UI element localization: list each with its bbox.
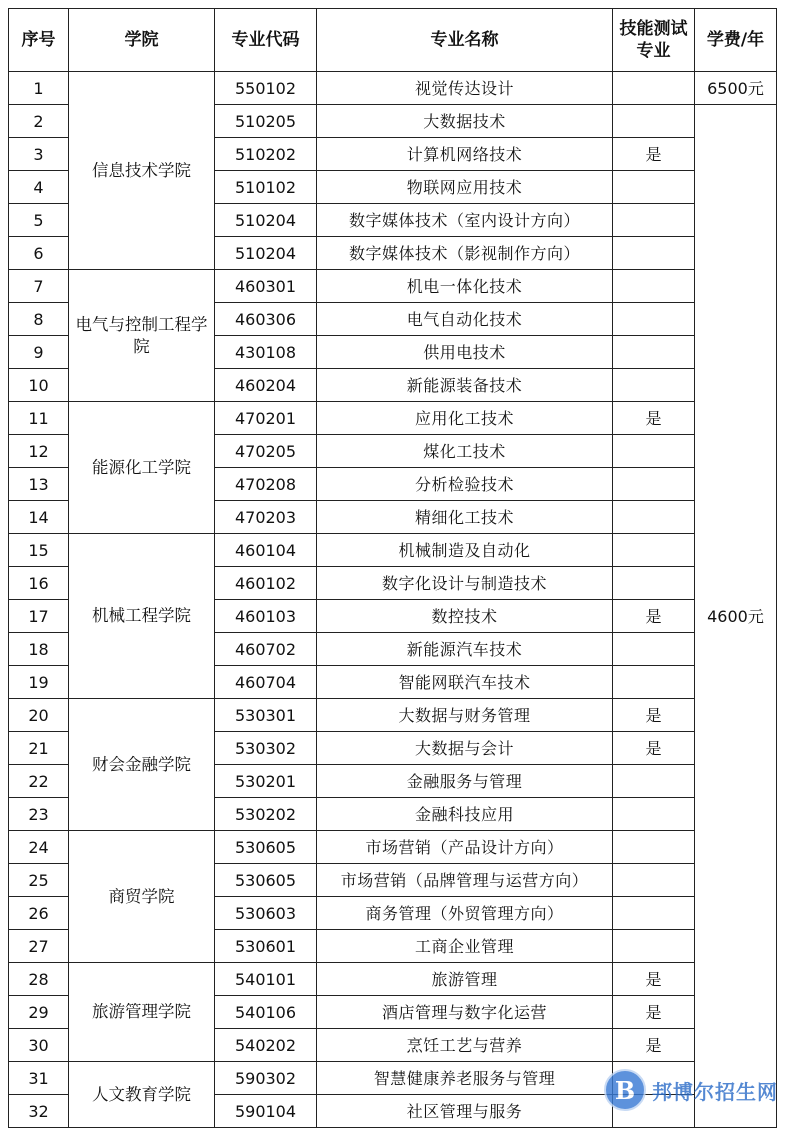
cell-code: 430108	[215, 336, 317, 369]
cell-skill	[613, 204, 695, 237]
cell-major: 数控技术	[317, 600, 613, 633]
cell-major: 机电一体化技术	[317, 270, 613, 303]
cell-skill	[613, 831, 695, 864]
cell-skill: 是	[613, 1029, 695, 1062]
header-fee: 学费/年	[695, 9, 777, 72]
cell-major: 供用电技术	[317, 336, 613, 369]
cell-code: 460702	[215, 633, 317, 666]
cell-major: 机械制造及自动化	[317, 534, 613, 567]
cell-major: 智慧健康养老服务与管理	[317, 1062, 613, 1095]
cell-code: 460704	[215, 666, 317, 699]
cell-code: 590104	[215, 1095, 317, 1128]
cell-code: 550102	[215, 72, 317, 105]
cell-major: 大数据与财务管理	[317, 699, 613, 732]
cell-major: 智能网联汽车技术	[317, 666, 613, 699]
cell-major: 计算机网络技术	[317, 138, 613, 171]
table-row	[9, 270, 777, 303]
cell-skill	[613, 270, 695, 303]
cell-code: 540106	[215, 996, 317, 1029]
cell-seq: 4	[9, 171, 69, 204]
cell-skill: 是	[613, 732, 695, 765]
cell-code: 460103	[215, 600, 317, 633]
table-row	[9, 534, 777, 567]
cell-skill	[613, 633, 695, 666]
cell-major: 精细化工技术	[317, 501, 613, 534]
cell-major: 大数据技术	[317, 105, 613, 138]
table-row	[9, 72, 777, 105]
cell-college: 财会金融学院	[69, 699, 215, 831]
cell-code: 470205	[215, 435, 317, 468]
cell-major: 金融科技应用	[317, 798, 613, 831]
cell-major: 金融服务与管理	[317, 765, 613, 798]
cell-college: 商贸学院	[69, 831, 215, 963]
cell-major: 数字媒体技术（室内设计方向）	[317, 204, 613, 237]
header-skill: 技能测试专业	[613, 9, 695, 72]
cell-code: 530605	[215, 864, 317, 897]
cell-skill	[613, 303, 695, 336]
cell-seq: 13	[9, 468, 69, 501]
cell-seq: 25	[9, 864, 69, 897]
cell-major: 新能源汽车技术	[317, 633, 613, 666]
cell-major: 市场营销（品牌管理与运营方向）	[317, 864, 613, 897]
cell-skill	[613, 798, 695, 831]
cell-college: 信息技术学院	[69, 72, 215, 270]
cell-major: 社区管理与服务	[317, 1095, 613, 1128]
cell-seq: 21	[9, 732, 69, 765]
cell-seq: 32	[9, 1095, 69, 1128]
cell-major: 工商企业管理	[317, 930, 613, 963]
cell-fee: 6500元	[695, 72, 777, 105]
cell-college: 旅游管理学院	[69, 963, 215, 1062]
cell-seq: 14	[9, 501, 69, 534]
cell-skill	[613, 930, 695, 963]
cell-code: 460301	[215, 270, 317, 303]
table-row	[9, 963, 777, 996]
cell-skill: 是	[613, 402, 695, 435]
cell-seq: 19	[9, 666, 69, 699]
cell-code: 470203	[215, 501, 317, 534]
cell-code: 530301	[215, 699, 317, 732]
cell-code: 540101	[215, 963, 317, 996]
cell-seq: 27	[9, 930, 69, 963]
cell-seq: 23	[9, 798, 69, 831]
cell-major: 新能源装备技术	[317, 369, 613, 402]
cell-skill	[613, 534, 695, 567]
cell-seq: 24	[9, 831, 69, 864]
cell-major: 数字媒体技术（影视制作方向）	[317, 237, 613, 270]
cell-seq: 10	[9, 369, 69, 402]
cell-college: 人文教育学院	[69, 1062, 215, 1128]
cell-code: 460104	[215, 534, 317, 567]
cell-major: 电气自动化技术	[317, 303, 613, 336]
watermark-text: 邦博尔招生网	[652, 1079, 778, 1104]
cell-seq: 3	[9, 138, 69, 171]
cell-seq: 9	[9, 336, 69, 369]
cell-seq: 16	[9, 567, 69, 600]
cell-major: 市场营销（产品设计方向）	[317, 831, 613, 864]
cell-code: 470208	[215, 468, 317, 501]
cell-seq: 2	[9, 105, 69, 138]
header-major: 专业名称	[317, 9, 613, 72]
header-row	[9, 9, 777, 72]
cell-skill	[613, 897, 695, 930]
cell-skill: 是	[613, 600, 695, 633]
cell-major: 分析检验技术	[317, 468, 613, 501]
cell-seq: 28	[9, 963, 69, 996]
cell-seq: 29	[9, 996, 69, 1029]
cell-college: 机械工程学院	[69, 534, 215, 699]
cell-skill	[613, 864, 695, 897]
cell-seq: 30	[9, 1029, 69, 1062]
cell-major: 烹饪工艺与营养	[317, 1029, 613, 1062]
cell-seq: 15	[9, 534, 69, 567]
watermark	[604, 1069, 778, 1111]
cell-seq: 5	[9, 204, 69, 237]
header-code: 专业代码	[215, 9, 317, 72]
cell-skill	[613, 765, 695, 798]
cell-seq: 31	[9, 1062, 69, 1095]
table-row	[9, 402, 777, 435]
cell-code: 460204	[215, 369, 317, 402]
watermark-logo-icon: B	[604, 1069, 646, 1111]
cell-seq: 11	[9, 402, 69, 435]
table-body	[9, 72, 777, 1128]
cell-college: 电气与控制工程学院	[69, 270, 215, 402]
cell-seq: 6	[9, 237, 69, 270]
cell-code: 530202	[215, 798, 317, 831]
cell-skill	[613, 435, 695, 468]
cell-seq: 18	[9, 633, 69, 666]
cell-seq: 12	[9, 435, 69, 468]
cell-code: 510202	[215, 138, 317, 171]
cell-code: 530302	[215, 732, 317, 765]
cell-seq: 17	[9, 600, 69, 633]
cell-seq: 22	[9, 765, 69, 798]
table-row	[9, 831, 777, 864]
table-row	[9, 699, 777, 732]
cell-code: 540202	[215, 1029, 317, 1062]
cell-skill: 是	[613, 996, 695, 1029]
cell-seq: 8	[9, 303, 69, 336]
cell-major: 酒店管理与数字化运营	[317, 996, 613, 1029]
cell-major: 大数据与会计	[317, 732, 613, 765]
cell-skill	[613, 567, 695, 600]
cell-major: 旅游管理	[317, 963, 613, 996]
cell-skill: 是	[613, 699, 695, 732]
cell-seq: 7	[9, 270, 69, 303]
cell-college: 能源化工学院	[69, 402, 215, 534]
cell-code: 510204	[215, 237, 317, 270]
cell-major: 物联网应用技术	[317, 171, 613, 204]
cell-skill	[613, 336, 695, 369]
cell-skill	[613, 468, 695, 501]
cell-code: 530201	[215, 765, 317, 798]
cell-major: 视觉传达设计	[317, 72, 613, 105]
cell-skill	[613, 666, 695, 699]
cell-skill	[613, 237, 695, 270]
cell-skill	[613, 72, 695, 105]
cell-code: 590302	[215, 1062, 317, 1095]
cell-code: 470201	[215, 402, 317, 435]
cell-code: 460102	[215, 567, 317, 600]
cell-seq: 26	[9, 897, 69, 930]
cell-code: 510205	[215, 105, 317, 138]
cell-major: 煤化工技术	[317, 435, 613, 468]
cell-skill	[613, 105, 695, 138]
cell-fee: 4600元	[695, 105, 777, 1128]
cell-skill: 是	[613, 138, 695, 171]
cell-skill	[613, 369, 695, 402]
cell-code: 510102	[215, 171, 317, 204]
cell-code: 530603	[215, 897, 317, 930]
cell-code: 530601	[215, 930, 317, 963]
cell-skill	[613, 501, 695, 534]
cell-major: 应用化工技术	[317, 402, 613, 435]
header-college: 学院	[69, 9, 215, 72]
header-seq: 序号	[9, 9, 69, 72]
cell-major: 数字化设计与制造技术	[317, 567, 613, 600]
cell-code: 460306	[215, 303, 317, 336]
majors-table	[8, 8, 777, 1128]
cell-seq: 1	[9, 72, 69, 105]
cell-seq: 20	[9, 699, 69, 732]
cell-skill: 是	[613, 963, 695, 996]
cell-major: 商务管理（外贸管理方向）	[317, 897, 613, 930]
cell-code: 510204	[215, 204, 317, 237]
cell-skill	[613, 171, 695, 204]
cell-code: 530605	[215, 831, 317, 864]
